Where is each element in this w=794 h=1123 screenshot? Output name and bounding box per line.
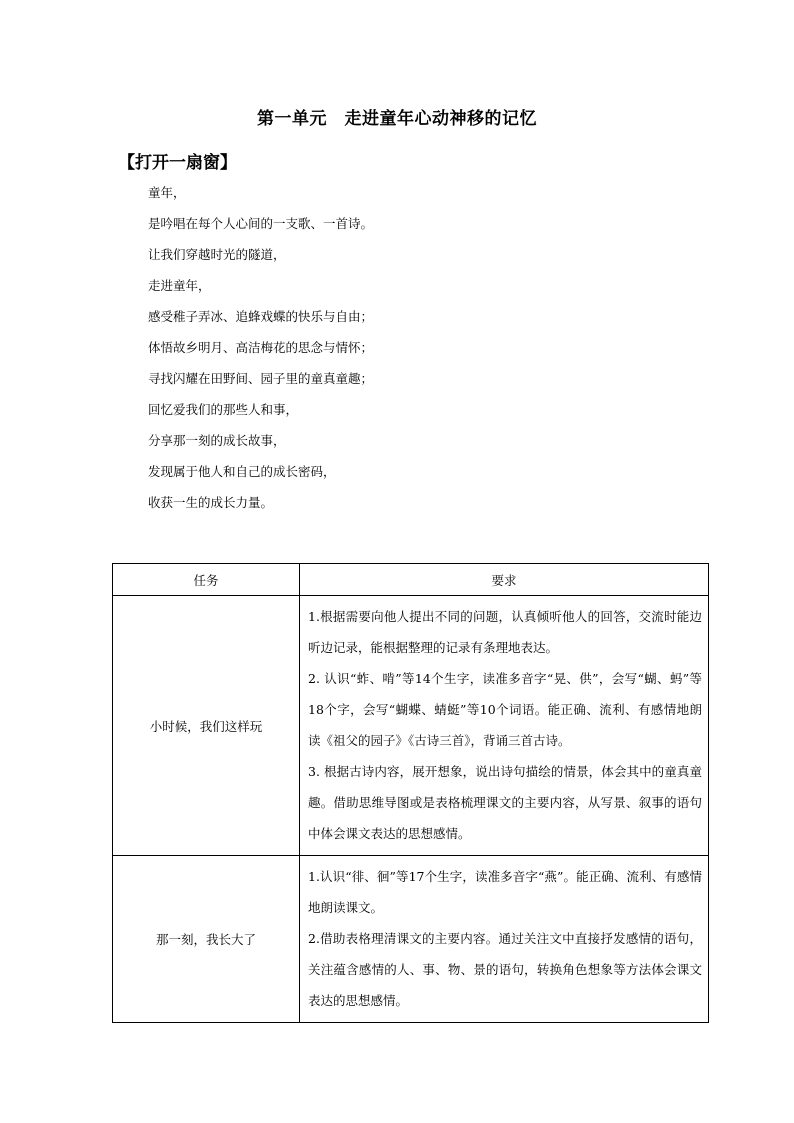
poem-line: 感受稚子弄冰、追蜂戏蝶的快乐与自由； (148, 309, 374, 324)
poem-line: 收获一生的成长力量。 (148, 495, 274, 510)
poem-line: 让我们穿越时光的隧道， (148, 247, 286, 262)
poem (148, 182, 373, 523)
poem-line: 走进童年， (148, 278, 211, 293)
requirement-item: 3. 根据古诗内容，展开想象，说出诗句描绘的情景，体会其中的童真童趣。借助思维导图或是表格梳理课文的主要内容，从写景、叙事的语句中体会课文表达的思想感情。 (308, 764, 702, 841)
page-title: 第一单元 走进童年心动神移的记忆 (257, 109, 537, 129)
poem-line: 分享那一刻的成长故事， (148, 433, 286, 448)
task-table (112, 563, 709, 1023)
poem-line: 童年， (148, 185, 186, 200)
poem-line: 体悟故乡明月、高洁梅花的思念与情怀； (148, 340, 374, 355)
task-cell: 小时候，我们这样玩 (113, 596, 300, 856)
poem-line: 寻找闪耀在田野间、园子里的童真童趣； (148, 371, 374, 386)
table-row (113, 856, 709, 1023)
requirement-item: 2.借助表格理清课文的主要内容。通过关注文中直接抒发感情的语句，关注蕴含感情的人、事、物、景的语句，转换角色想象等方法体会课文表达的思想感情。 (308, 931, 702, 1008)
requirements-cell (300, 856, 709, 1023)
table-header-row (113, 564, 709, 596)
requirement-item: 1.认识“徘、徊”等17个生字，读准多音字“燕”。能正确、流利、有感情地朗读课文。 (308, 869, 702, 915)
section-heading: 【打开一扇窗】 (118, 153, 237, 173)
requirement-item: 1.根据需要向他人提出不同的问题，认真倾听他人的回答，交流时能边听边记录，能根据整理的记录有条理地表达。 (308, 609, 702, 655)
poem-line: 发现属于他人和自己的成长密码， (148, 464, 336, 479)
table-row (113, 596, 709, 856)
task-cell: 那一刻，我长大了 (113, 856, 300, 1023)
header-task: 任务 (113, 564, 300, 596)
header-requirements: 要求 (300, 564, 709, 596)
requirement-item: 2. 认识“蚱、啃”等14个生字，读准多音字“晃、供”，会写“蝴、蚂”等18个字，会写“蝴蝶、蜻蜓”等10个词语。能正确、流利、有感情地朗读《祖父的园子》《古诗三首》，背诵三首古诗。 (308, 671, 702, 748)
poem-line: 是吟唱在每个人心间的一支歌、一首诗。 (148, 216, 374, 231)
poem-line: 回忆爱我们的那些人和事， (148, 402, 299, 417)
requirements-cell (300, 596, 709, 856)
